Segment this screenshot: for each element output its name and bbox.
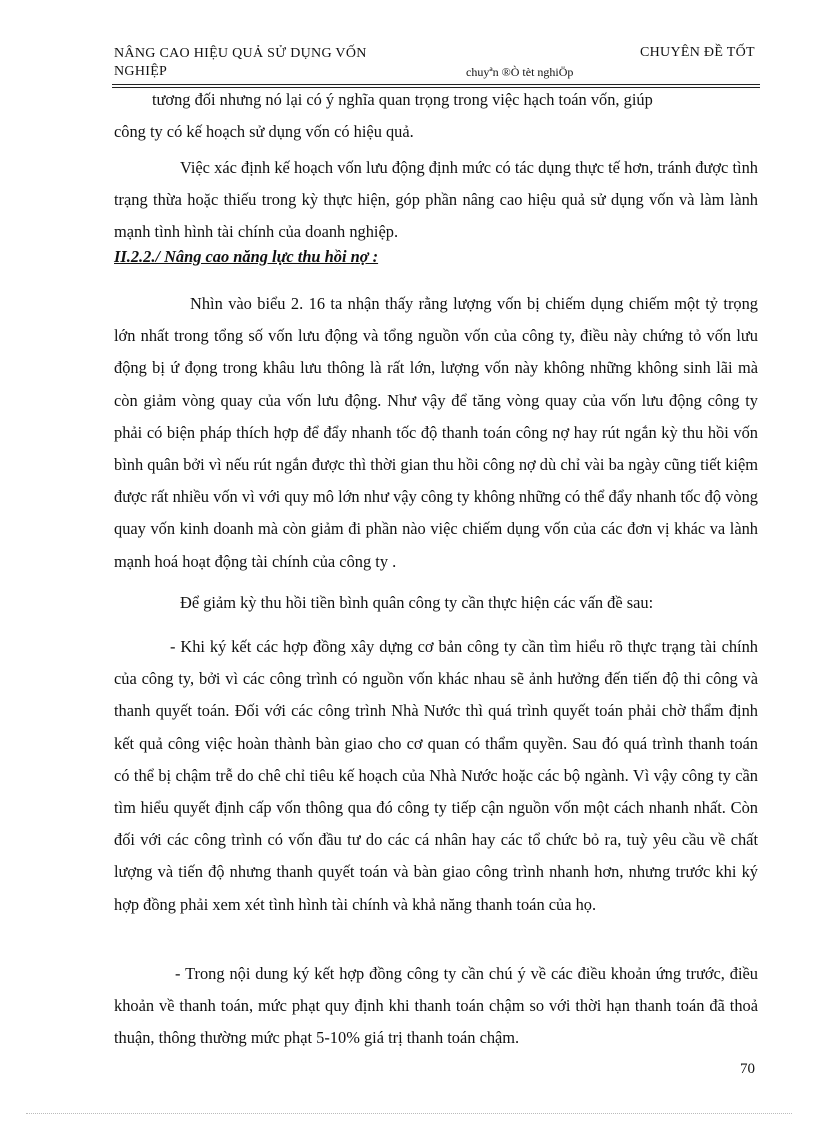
paragraph-1-line-2: công ty có kế hoạch sử dụng vốn có hiệu quả. <box>114 122 414 141</box>
header-doc-type: CHUYÊN ĐỀ TỐT <box>640 45 755 60</box>
paragraph-3: Nhìn vào biểu 2. 16 ta nhận thấy rằng lượng vốn bị chiếm dụng chiếm một tỷ trọng lớn nhất trong tổng số vốn lưu động và tổng nguồn vốn của công ty, điều này chứng tỏ vốn lưu động bị ứ đọng trong khâu lưu thông là rất lớn, lượng vốn này không những không sinh lãi mà còn giảm vòng quay của vốn lưu động. Như vậy để tăng vòng quay của vốn lưu động công ty phải có biện pháp thích hợp để đẩy nhanh tốc độ thanh toán công nợ hay rút ngắn kỳ thu hồi vốn bình quân bởi vì nếu rút ngắn được thì thời gian thu hồi công nợ dù chỉ vài ba ngày cũng tiết kiệm được rất nhiều vốn vì với quy mô lớn như vậy công ty không những có thể đẩy nhanh tốc độ vòng quay vốn kinh doanh mà còn giảm đi phần nào việc chiếm dụng vốn của các đơn vị khác va lành mạnh hoá hoạt động tài chính của công ty . <box>114 294 758 571</box>
header-title-line1: NÂNG CAO HIỆU QUẢ SỬ DỤNG VỐN <box>114 46 367 61</box>
paragraph-1-line-1: tương đối nhưng nó lại có ý nghĩa quan trọng trong việc hạch toán vốn, giúp <box>152 90 653 109</box>
header-title <box>114 45 367 81</box>
paragraph-5: - Khi ký kết các hợp đồng xây dựng cơ bản công ty cần tìm hiểu rõ thực trạng tài chính của công ty, bởi vì các công trình có nguồn vốn khác nhau sẽ ảnh hưởng đến tiến độ thi công và thanh quyết toán. Đối với các công trình Nhà Nước thì quá trình quyết toán phải chờ thẩm định kết quả công việc hoàn thành bàn giao cho cơ quan có thẩm quyền. Sau đó quá trình thanh toán có thể bị chậm trễ do chê chỉ tiêu kế hoạch của Nhà Nước hoặc các bộ ngành. Vì vậy công ty cần tìm hiểu quyết định cấp vốn thông qua đó công ty tiếp cận nguồn vốn một cách nhanh nhất. Còn đối với các công trình có vốn đầu tư do các cá nhân hay các tổ chức bỏ ra, tuỳ yêu cầu về chất lượng và tiến độ nhưng thanh quyết toán và bàn giao công trình nhanh hơn, nhưng trước khi ký hợp đồng phải xem xét tình hình tài chính và khả năng thanh toán của họ. <box>114 637 758 914</box>
header-title-line2: NGHIỆP <box>114 64 168 79</box>
paragraph-4: Để giảm kỳ thu hồi tiền bình quân công ty cần thực hiện các vấn đề sau: <box>180 593 654 612</box>
header-subtitle: chuyªn ®Ò tèt nghiÖp <box>466 65 574 79</box>
page-bottom-border <box>26 1113 792 1114</box>
paragraph-6: - Trong nội dung ký kết hợp đồng công ty cần chú ý về các điều khoản ứng trước, điều khoản về thanh toán, mức phạt quy định khi thanh toán chậm so với thời hạn thanh toán đã thoả thuận, thông thường mức phạt 5-10% giá trị thanh toán chậm. <box>114 964 758 1048</box>
section-heading: II.2.2./ Nâng cao năng lực thu hồi nợ : <box>114 247 379 266</box>
paragraph-2: Việc xác định kế hoạch vốn lưu động định mức có tác dụng thực tế hơn, tránh được tình trạng thừa hoặc thiếu trong kỳ thực hiện, góp phần nâng cao hiệu quả sử dụng vốn và làm lành mạnh tình hình tài chính của doanh nghiệp. <box>114 158 758 242</box>
page-number: 70 <box>740 1061 755 1077</box>
